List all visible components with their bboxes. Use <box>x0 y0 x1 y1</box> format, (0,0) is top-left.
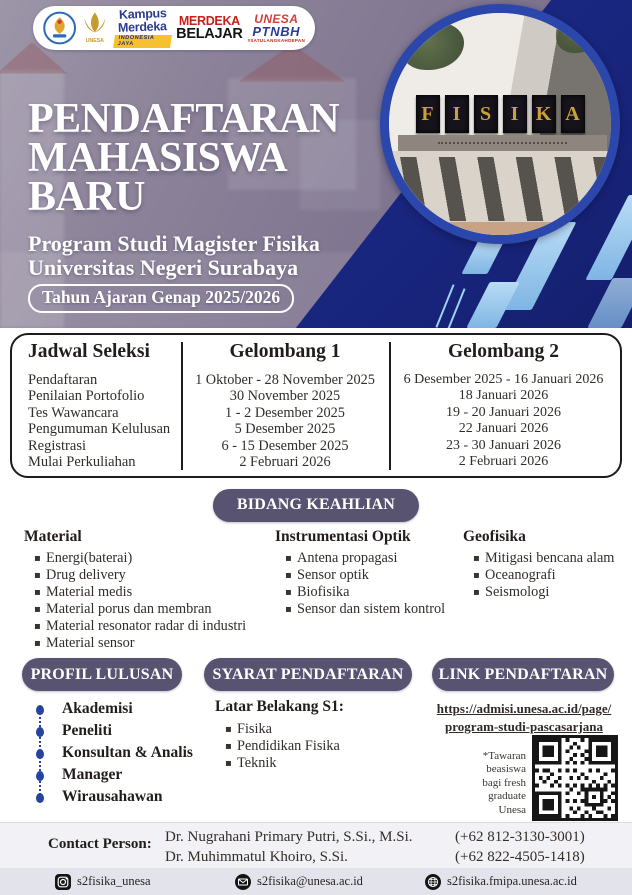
contact-person-name: Dr. Muhimmatul Khoiro, S.Si. <box>165 849 348 865</box>
unesa-logo-caption: UNESA <box>86 37 105 44</box>
expertise-item: ▪ Energi(baterai) <box>34 550 269 567</box>
ptnbh-tagline: #SATULANGKAHDEPAN <box>247 37 305 43</box>
gelombang1-dates <box>181 372 389 470</box>
indonesia-jaya-ribbon: INDONESIA JAYA <box>113 35 172 48</box>
expertise-item: ▪ Sensor dan sistem kontrol <box>285 601 460 618</box>
g2-date: 2 Februari 2026 <box>458 454 549 470</box>
registration-link[interactable] <box>430 700 618 735</box>
footer-bar <box>0 868 632 895</box>
title-line-2: MAHASISWA <box>28 135 288 181</box>
unesa-ptnbh-line1: UNESA <box>254 11 299 26</box>
expertise-item: ▪ Antena propagasi <box>285 550 460 567</box>
registration-link-line2[interactable]: program-studi-pascasarjana <box>445 718 603 734</box>
group-title: Instrumentasi Optik <box>275 528 411 545</box>
sign-letter: K <box>532 95 556 133</box>
expertise-item: ▪ Material porus dan membran <box>34 601 269 618</box>
expertise-item: ▪ Sensor optik <box>285 567 460 584</box>
header-banner <box>0 0 632 328</box>
schedule-title: Jadwal Seleksi <box>28 341 150 362</box>
g1-date: 6 - 15 Desember 2025 <box>221 437 349 454</box>
profile-item: Manager <box>36 764 193 786</box>
schedule-row: Registrasi <box>28 437 86 454</box>
g2-date: 18 Januari 2026 <box>458 388 549 404</box>
requirement-item: ▪ Fisika <box>225 721 415 738</box>
selection-schedule-card <box>10 333 622 478</box>
contact-person-phone: (+62 822-4505-1418) <box>455 849 585 865</box>
sign-letter: A <box>561 95 585 133</box>
schedule-row: Mulai Perkuliahan <box>28 454 136 471</box>
belajar-label: BELAJAR <box>176 26 243 42</box>
footer-email[interactable] <box>235 868 363 895</box>
requirements-block <box>215 698 415 772</box>
logo-strip <box>33 6 315 50</box>
schedule-row: Pendaftaran <box>28 372 98 388</box>
merdeka-label: MERDEKA <box>178 13 240 28</box>
registration-link-line1[interactable]: https://admisi.unesa.ac.id/page/ <box>436 701 612 716</box>
schedule-row: Pengumuman Kelulusan <box>28 421 171 438</box>
sign-letter: S <box>474 95 498 133</box>
g1-date: 30 November 2025 <box>229 388 341 405</box>
expertise-group-geofisika <box>463 528 628 601</box>
merdeka-belajar-logo <box>176 15 242 42</box>
requirements-heading: Latar Belakang S1: <box>215 698 344 715</box>
contact-label: Contact Person: <box>48 836 152 852</box>
contact-names <box>165 827 413 867</box>
footer-instagram[interactable] <box>55 868 151 895</box>
g1-date: 5 Desember 2025 <box>234 421 336 438</box>
profile-item: Wirausahawan <box>36 786 193 808</box>
subtitle-line-1: Program Studi Magister Fisika <box>28 231 320 256</box>
qr-section <box>430 735 618 821</box>
kampus-merdeka-line2: Merdeka <box>118 18 168 35</box>
schedule-row: Penilaian Portofolio <box>28 388 145 405</box>
g1-date: 2 Februari 2026 <box>239 454 331 471</box>
globe-icon <box>425 874 441 890</box>
unesa-ptnbh-logo <box>248 13 305 44</box>
unesa-ptnbh-line2: PTNBH <box>252 23 301 39</box>
gelombang2-dates <box>389 372 618 470</box>
gelombang2-title: Gelombang 2 <box>447 341 560 362</box>
sign-letter: I <box>445 95 469 133</box>
g2-date: 23 - 30 Januari 2026 <box>445 437 562 453</box>
mail-icon <box>235 874 251 890</box>
expertise-group-optik <box>275 528 460 618</box>
registration-link-block <box>430 700 618 735</box>
qr-code <box>532 735 618 821</box>
subtitle-line-2: Universitas Negeri Surabaya <box>28 254 299 280</box>
expertise-item: ▪ Oceanografi <box>473 567 628 584</box>
title-line-1: PENDAFTARAN <box>28 96 340 142</box>
group-title: Geofisika <box>463 528 526 545</box>
sign-letter: F <box>416 95 440 133</box>
profile-item: Konsultan & Analis <box>36 742 193 764</box>
kampus-merdeka-logo <box>114 8 171 48</box>
email-address[interactable]: s2fisika@unesa.ac.id <box>257 874 363 888</box>
contact-person-phone: (+62 812-3130-3001) <box>455 829 585 845</box>
instagram-icon <box>55 874 71 890</box>
website-address[interactable]: s2fisika.fmipa.unesa.ac.id <box>447 874 577 888</box>
syarat-section-pill: SYARAT PENDAFTARAN <box>204 658 412 691</box>
link-section-pill: LINK PENDAFTARAN <box>432 658 614 691</box>
photo-pavement <box>389 151 611 235</box>
fisika-photo-circle <box>380 4 620 244</box>
fisika-sign <box>389 95 611 133</box>
contact-phones <box>455 827 585 867</box>
contact-strip <box>0 822 632 869</box>
academic-year-badge: Tahun Ajaran Genap 2025/2026 <box>28 284 294 313</box>
scholarship-note: *Tawaran beasiswa bagi fresh graduate Unesa <box>482 749 526 816</box>
requirement-item: ▪ Teknik <box>225 755 415 772</box>
sign-base <box>398 135 607 151</box>
group-title: Material <box>24 528 82 545</box>
expertise-item: ▪ Mitigasi bencana alam <box>473 550 628 567</box>
requirement-item: ▪ Pendidikan Fisika <box>225 738 415 755</box>
expertise-item: ▪ Drug delivery <box>34 567 269 584</box>
title-line-3: BARU <box>28 174 146 220</box>
expertise-item: ▪ Biofisika <box>285 584 460 601</box>
expertise-item: ▪ Material medis <box>34 584 269 601</box>
kampus-merdeka-line1: Kampus <box>118 6 167 22</box>
g2-date: 6 Desember 2025 - 16 Januari 2026 <box>403 372 604 387</box>
page-title <box>28 96 340 220</box>
g1-date: 1 Oktober - 28 November 2025 <box>195 372 375 388</box>
program-subtitle <box>28 232 320 279</box>
gelombang1-title: Gelombang 1 <box>229 341 341 362</box>
unesa-logo <box>81 9 109 47</box>
g1-date: 1 - 2 Desember 2025 <box>225 404 345 421</box>
kemendikbud-logo <box>43 10 76 46</box>
expertise-group-material <box>24 528 269 652</box>
contact-person-name: Dr. Nugrahani Primary Putri, S.Si., M.Si. <box>165 829 413 845</box>
graduate-profile-list <box>36 698 193 808</box>
profile-item: Akademisi <box>36 698 193 720</box>
schedule-row: Tes Wawancara <box>28 404 119 421</box>
footer-website[interactable] <box>425 868 577 895</box>
expertise-item: ▪ Seismologi <box>473 584 628 601</box>
instagram-handle[interactable]: s2fisika_unesa <box>77 874 151 888</box>
g2-date: 19 - 20 Januari 2026 <box>445 404 562 420</box>
expertise-section-pill: BIDANG KEAHLIAN <box>213 489 419 522</box>
sign-letter: I <box>503 95 527 133</box>
expertise-item: ▪ Material resonator radar di industri <box>34 618 269 635</box>
schedule-row-labels <box>28 372 170 470</box>
expertise-item: ▪ Material sensor <box>34 635 269 652</box>
g2-date: 22 Januari 2026 <box>458 421 549 437</box>
profil-section-pill: PROFIL LULUSAN <box>22 658 182 691</box>
profile-item: Peneliti <box>36 720 193 742</box>
